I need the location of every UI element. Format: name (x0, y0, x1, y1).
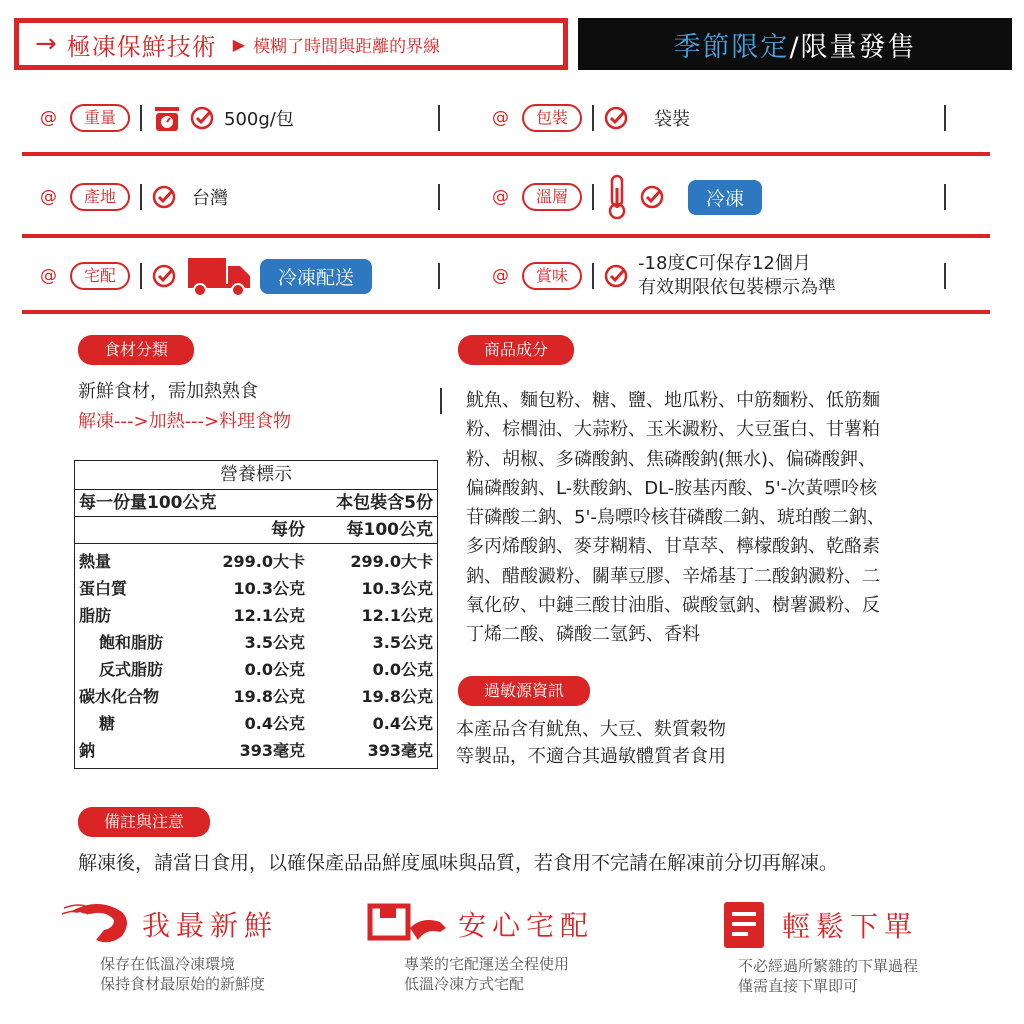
feature-title: 我最新鮮 (142, 909, 279, 942)
check-icon (604, 106, 628, 130)
nutrient-per-serving: 3.5公克 (244, 633, 305, 652)
ingredients-line: 鈉、醋酸澱粉、關華豆膠、辛烯基丁二酸鈉澱粉、二 (466, 565, 880, 587)
divider (592, 184, 594, 210)
divider (440, 388, 442, 414)
nutrition-row (75, 629, 437, 656)
divider (592, 105, 594, 131)
at-icon: @ (40, 266, 57, 286)
servings-per-pack: 本包裝含5份 (336, 493, 433, 513)
frozen-delivery-badge: 冷凍配送 (260, 259, 372, 294)
ingredients-line: 粉、胡椒、多磷酸鈉、焦磷酸鈉(無水)、偏磷酸鉀、 (466, 448, 877, 470)
spec-label: 產地 (70, 183, 130, 211)
delivery-box-icon (366, 898, 450, 950)
check-icon (152, 185, 176, 209)
at-icon: @ (492, 108, 509, 128)
ingredients-line: 多丙烯酸鈉、麥芽糊精、甘草萃、檸檬酸鈉、乾酪素 (466, 536, 880, 558)
allergen-tag: 過敏源資訊 (458, 676, 590, 706)
check-icon (190, 106, 214, 130)
divider (438, 263, 440, 289)
truck-icon (186, 254, 252, 298)
ingredients-line: 魷魚、麵包粉、糖、鹽、地瓜粉、中筋麵粉、低筋麵 (466, 390, 880, 411)
nutrition-row (75, 710, 437, 737)
nutrient-per-serving: 12.1公克 (233, 606, 305, 625)
nutrient-per-100g: 10.3公克 (361, 579, 433, 598)
category-tag: 食材分類 (78, 335, 194, 365)
spec-temperature (492, 175, 762, 219)
spec-label: 賞味 (522, 262, 582, 290)
thermometer-icon (604, 174, 630, 220)
nutrient-per-serving: 393毫克 (239, 741, 305, 760)
nutrient-per-serving: 0.0公克 (244, 660, 305, 679)
at-icon: @ (492, 266, 509, 286)
nutrition-row (75, 656, 437, 683)
spec-value: 台灣 (192, 188, 229, 209)
serving-size: 每一份量100公克 (79, 493, 217, 513)
arrow-icon: → (35, 29, 57, 59)
ingredients-line: 丁烯二酸、磷酸二氫鈣、香料 (466, 624, 700, 646)
nutrient-per-100g: 393毫克 (367, 741, 433, 760)
nutrition-column-header (75, 517, 437, 544)
ingredients-line: 偏磷酸鈉、L-麩酸鈉、DL-胺基丙酸、5'-次黃嘌呤核 (466, 477, 878, 499)
nutrient-per-serving: 10.3公克 (233, 579, 305, 598)
allergen-line1: 本產品含有魷魚、大豆、麩質穀物 (456, 719, 726, 740)
spec-shelf-life (492, 254, 836, 298)
nutrition-rows (75, 544, 437, 768)
at-icon: @ (492, 187, 509, 207)
col-per-serving: 每份 (271, 520, 305, 540)
feature-desc-1: 專業的宅配運送全程使用 (404, 955, 570, 973)
feature-easy-order (720, 898, 990, 996)
nutrient-name: 碳水化合物 (79, 687, 160, 706)
nutrition-serving-row (75, 490, 437, 517)
spec-label: 包裝 (522, 104, 582, 132)
nutrient-per-serving: 19.8公克 (233, 687, 305, 706)
nutrient-name: 脂肪 (79, 606, 112, 625)
header-left-banner (14, 18, 568, 70)
notes-tag: 備註與注意 (78, 807, 210, 837)
check-icon (604, 264, 628, 288)
nutrient-per-serving: 299.0大卡 (222, 552, 305, 571)
nutrition-table (74, 460, 438, 769)
divider (140, 105, 142, 131)
header-right-banner (578, 18, 1012, 70)
red-rule (22, 234, 990, 238)
feature-title: 輕鬆下單 (782, 910, 919, 943)
red-rule (22, 310, 990, 314)
divider (592, 263, 594, 289)
document-icon (720, 898, 774, 952)
nutrient-per-100g: 0.0公克 (372, 660, 433, 679)
nutrient-per-100g: 19.8公克 (361, 687, 433, 706)
check-icon (152, 264, 176, 288)
divider (140, 263, 142, 289)
spec-weight (40, 96, 294, 140)
feature-desc-2: 保持食材最原始的新鮮度 (100, 975, 266, 993)
shelf-life-line1: -18度C可保存12個月 (638, 253, 811, 274)
col-per-100g: 每100公克 (346, 520, 433, 540)
header-subtitle: 模糊了時間與距離的界線 (253, 36, 441, 57)
nutrient-name: 蛋白質 (79, 579, 128, 598)
frozen-badge: 冷凍 (688, 180, 762, 215)
divider (438, 105, 440, 131)
ingredients-line: 氧化矽、中鏈三酸甘油脂、碳酸氫鈉、樹薯澱粉、反 (466, 595, 880, 617)
ingredients-line: 苷磷酸二鈉、5'-鳥嘌呤核苷磷酸二鈉、琥珀酸二鈉、 (466, 507, 885, 529)
divider (140, 184, 142, 210)
nutrition-row (75, 575, 437, 602)
allergen-line2: 等製品，不適合其過敏體質者食用 (456, 746, 726, 767)
feature-desc-2: 僅需直接下單即可 (738, 977, 859, 995)
nutrition-title: 營養標示 (75, 461, 437, 490)
shelf-life-line2: 有效期限依包裝標示為準 (638, 277, 837, 298)
spec-package (492, 96, 690, 140)
ingredients-tag: 商品成分 (458, 335, 574, 365)
spec-label: 溫層 (522, 183, 582, 211)
spec-label: 宅配 (70, 262, 130, 290)
header-main-title: 極凍保鮮技術 (66, 32, 217, 61)
ingredients-text (466, 386, 996, 650)
spec-origin (40, 175, 228, 219)
nutrient-per-100g: 12.1公克 (361, 606, 433, 625)
limited-sale-text: /限量發售 (789, 31, 917, 63)
nutrient-name: 反式脂肪 (99, 660, 164, 679)
spec-label: 重量 (70, 104, 130, 132)
nutrient-per-100g: 299.0大卡 (350, 552, 433, 571)
nutrient-per-100g: 3.5公克 (372, 633, 433, 652)
nutrition-row (75, 548, 437, 575)
divider (944, 184, 946, 210)
triangle-icon: ▶ (232, 34, 246, 54)
notes-text: 解凍後，請當日食用，以確保產品品鮮度風味與品質，若食用不完請在解凍前分切再解凍。 (78, 852, 839, 874)
season-limited-text: 季節限定 (673, 31, 790, 63)
ingredients-line: 粉、棕櫚油、大蒜粉、玉米澱粉、大豆蛋白、甘薯粕 (466, 419, 880, 441)
spec-value: 袋裝 (654, 109, 691, 130)
check-icon (640, 185, 664, 209)
feature-title: 安心宅配 (458, 909, 595, 942)
feature-freshness (60, 898, 330, 994)
divider (438, 184, 440, 210)
divider (944, 263, 946, 289)
nutrition-row (75, 737, 437, 764)
nutrition-row (75, 602, 437, 629)
scale-icon (152, 103, 182, 133)
category-line1: 新鮮食材，需加熱熟食 (78, 381, 258, 402)
feature-desc-2: 低溫冷凍方式宅配 (404, 975, 525, 993)
feature-desc-1: 不必經過所繁雜的下單過程 (738, 957, 919, 975)
feature-desc-1: 保存在低溫冷凍環境 (100, 955, 236, 973)
nutrient-name: 糖 (99, 714, 116, 733)
red-rule (22, 152, 990, 156)
nutrient-per-serving: 0.4公克 (244, 714, 305, 733)
divider (944, 105, 946, 131)
category-line2: 解凍--->加熱--->料理食物 (78, 411, 292, 432)
nutrient-name: 鈉 (79, 741, 96, 760)
nutrition-row (75, 683, 437, 710)
feature-delivery (366, 898, 656, 994)
at-icon: @ (40, 187, 57, 207)
at-icon: @ (40, 108, 57, 128)
nutrient-name: 熱量 (79, 552, 112, 571)
nutrient-name: 飽和脂肪 (99, 633, 164, 652)
spec-value: 500g/包 (224, 109, 294, 130)
spec-delivery (40, 254, 372, 298)
shrimp-icon (60, 898, 136, 950)
nutrient-per-100g: 0.4公克 (372, 714, 433, 733)
